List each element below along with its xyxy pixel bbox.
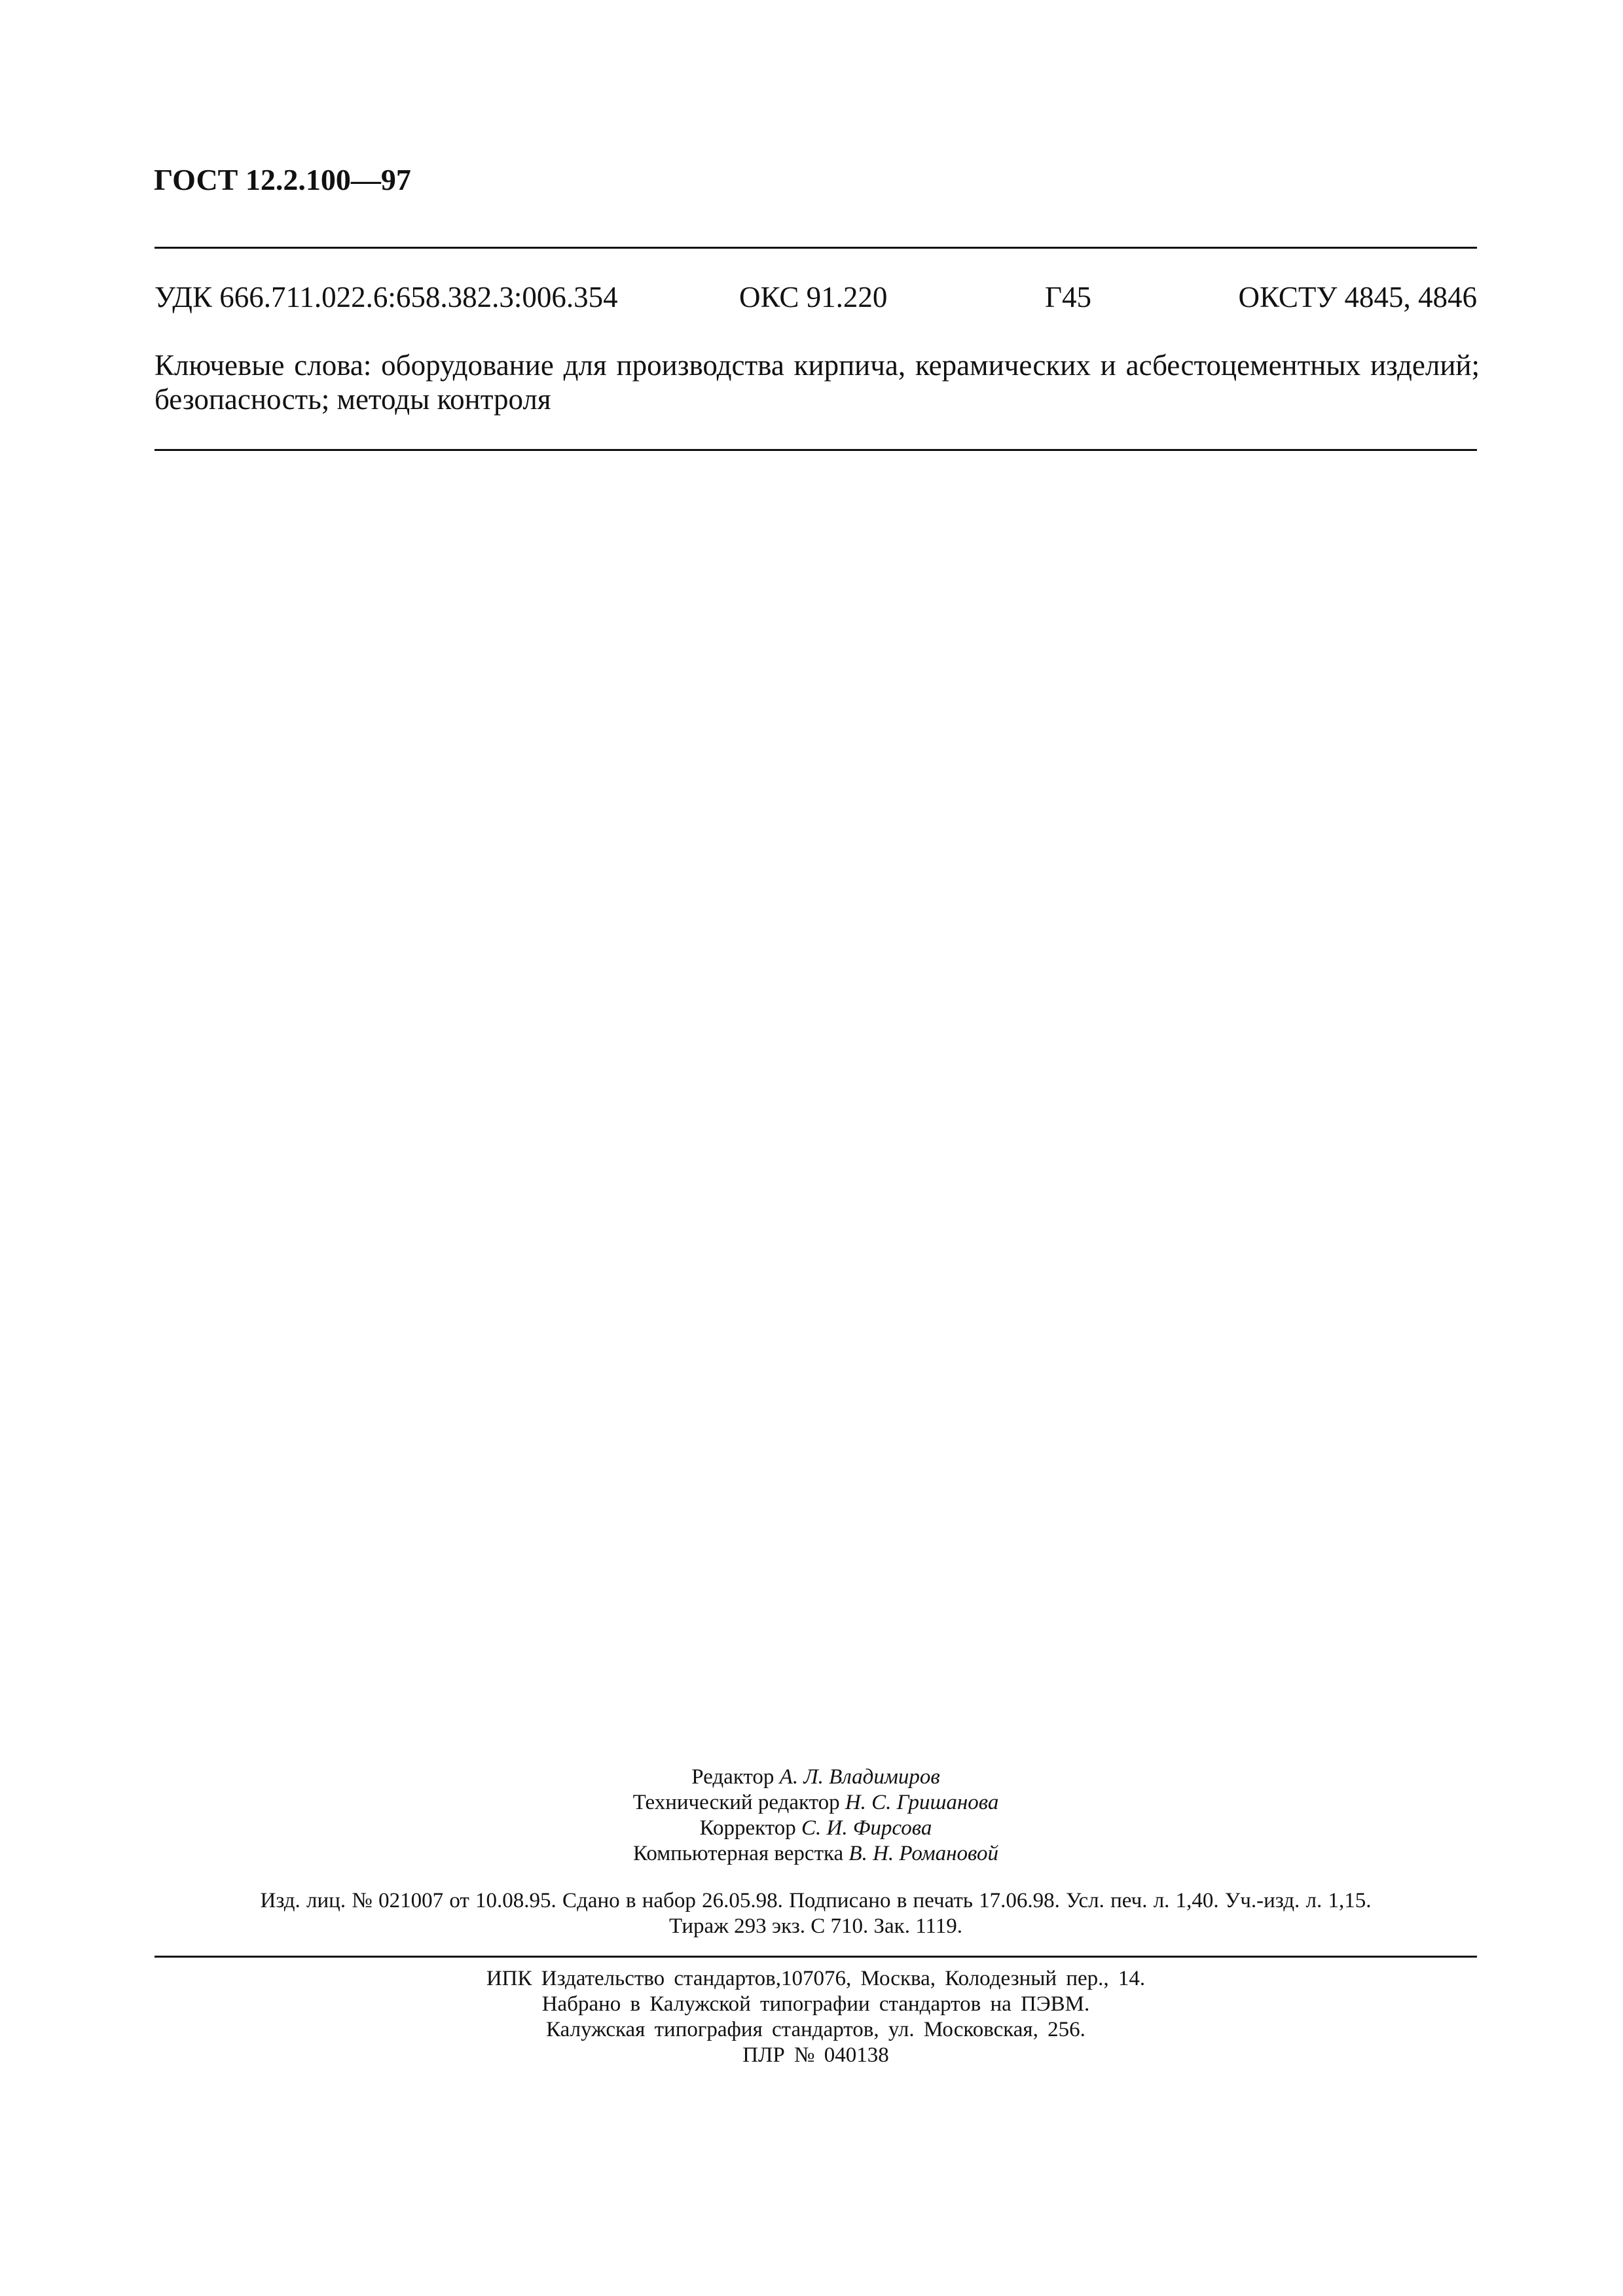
staff-line-editor [155, 1765, 1477, 1790]
okstu-code: ОКСТУ 4845, 4846 [1238, 281, 1477, 314]
staff-role: Корректор [699, 1816, 796, 1840]
keywords-text: Ключевые слова: оборудование для производства кирпича, керамических и асбестоцементных изделий; безопасность; методы контроля [155, 349, 1480, 416]
staff-role: Редактор [691, 1765, 775, 1789]
standard-number: ГОСТ 12.2.100—97 [154, 163, 411, 196]
udk-code: УДК 666.711.022.6:658.382.3:006.354 [155, 281, 618, 314]
print-run-line: Тираж 293 экз. С 710. Зак. 1119. [668, 1914, 962, 1938]
publisher-info [155, 1966, 1477, 2068]
print-info-line: Изд. лиц. № 021007 от 10.08.95. Сдано в набор 26.05.98. Подписано в печать 17.06.98. Усл. печ. л. 1,40. Уч.-изд. л. 1,15. [260, 1889, 1372, 1912]
print-info [155, 1888, 1477, 1939]
classification-row [155, 283, 1477, 322]
publisher-line: Набрано в Калужской типографии стандартов на ПЭВМ. [541, 1992, 1090, 2016]
staff-role: Компьютерная верстка [633, 1842, 844, 1865]
staff-role: Технический редактор [632, 1791, 840, 1814]
staff-name: В. Н. Романовой [848, 1842, 998, 1865]
staff-credits [155, 1765, 1477, 1867]
staff-name: С. И. Фирсова [801, 1816, 932, 1840]
publisher-line: Калужская типография стандартов, ул. Московская, 256. [546, 2018, 1085, 2041]
publisher-line: ПЛР № 040138 [742, 2043, 889, 2067]
staff-name: Н. С. Гришанова [845, 1791, 999, 1814]
staff-line-tech-editor [155, 1790, 1477, 1816]
divider-top [155, 247, 1477, 249]
staff-line-layout [155, 1841, 1477, 1867]
staff-name: А. Л. Владимиров [779, 1765, 940, 1789]
oks-code: ОКС 91.220 [739, 281, 888, 314]
divider-after-keywords [155, 449, 1477, 451]
staff-line-proofreader [155, 1816, 1477, 1841]
divider-bottom [155, 1956, 1477, 1958]
group-code: Г45 [1045, 281, 1092, 314]
publisher-line: ИПК Издательство стандартов,107076, Москва, Колодезный пер., 14. [486, 1967, 1146, 1990]
